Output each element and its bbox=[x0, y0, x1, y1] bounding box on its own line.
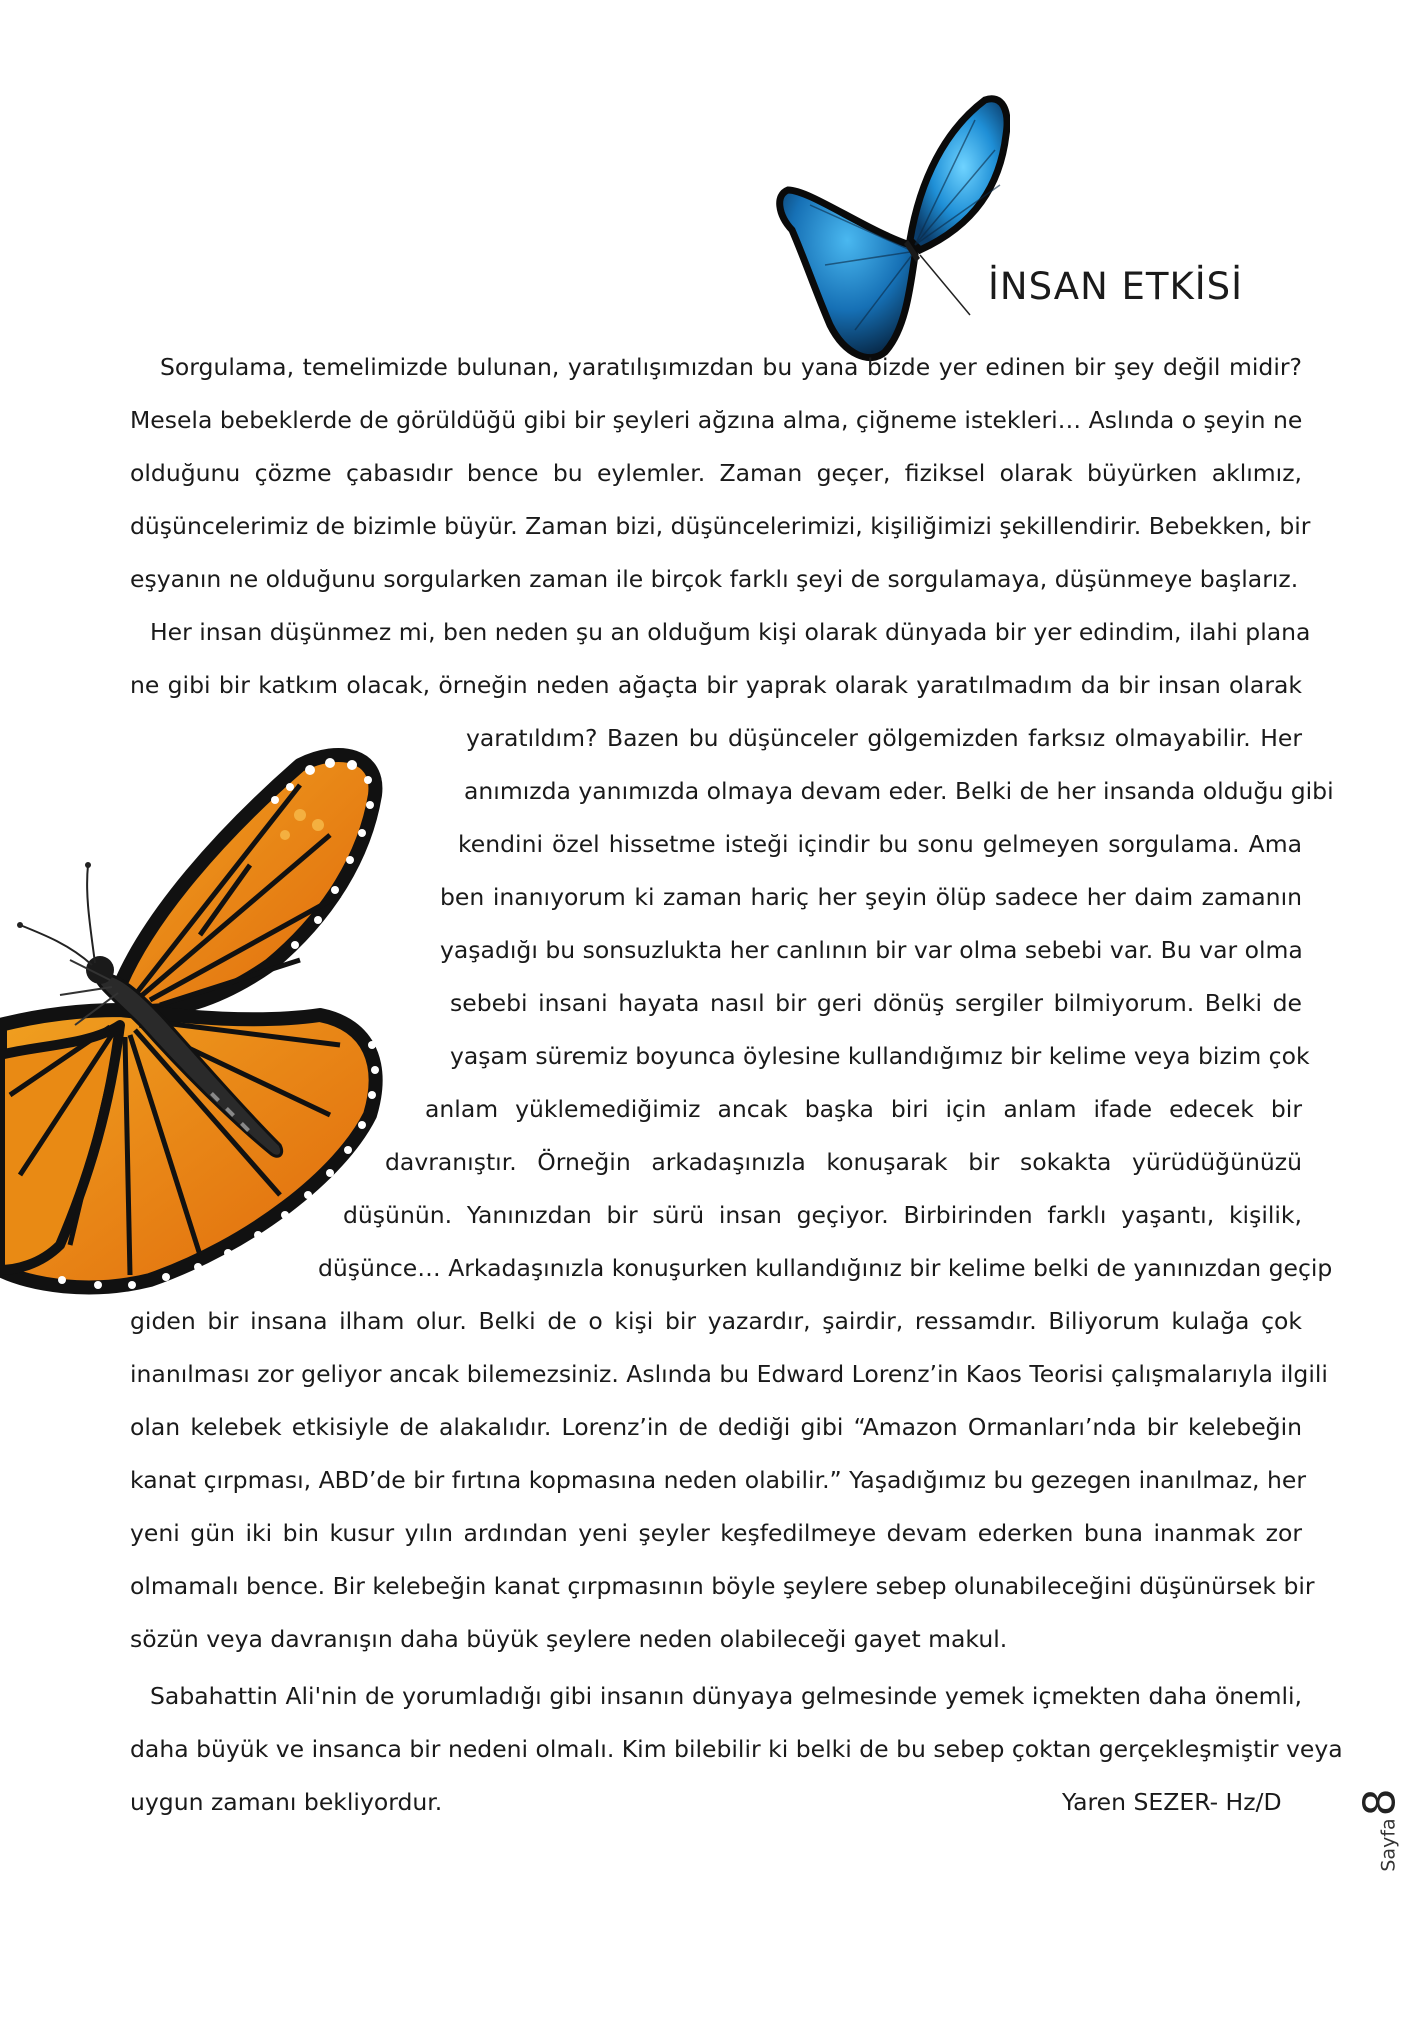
body-line: uygun zamanı bekliyordur. bbox=[130, 1788, 443, 1816]
body-line: düşünce… Arkadaşınızla konuşurken kullandığınız bir kelime belki de yanınızdan geçip bbox=[318, 1254, 1333, 1282]
body-line: inanılması zor geliyor ancak bilemezsiniz. Aslında bu Edward Lorenz’in Kaos Teorisi çalışmalarıyla ilgili bbox=[130, 1360, 1328, 1388]
author-signature: Yaren SEZER- Hz/D bbox=[1062, 1788, 1282, 1816]
body-line: kendini özel hissetme isteği içindir bu sonu gelmeyen sorgulama. Ama bbox=[458, 830, 1302, 858]
body-line: yeni gün iki bin kusur yılın ardından yeni şeyler keşfedilmeye devam ederken buna inanmak zor bbox=[130, 1519, 1302, 1547]
body-line: ben inanıyorum ki zaman hariç her şeyin ölüp sadece her daim zamanın bbox=[440, 883, 1302, 911]
body-line: Her insan düşünmez mi, ben neden şu an olduğum kişi olarak dünyada bir yer edindim, ilahi plana bbox=[150, 618, 1311, 646]
page-title: İNSAN ETKİSİ bbox=[988, 265, 1244, 308]
body-line: ne gibi bir katkım olacak, örneğin neden ağaçta bir yaprak olarak yaratılmadım da bir insan olarak bbox=[130, 671, 1302, 699]
body-line: Mesela bebeklerde de görüldüğü gibi bir şeyleri ağzına alma, çiğneme istekleri… Aslında o şeyin ne bbox=[130, 406, 1303, 434]
body-line: anlam yüklemediğimiz ancak başka biri için anlam ifade edecek bir bbox=[425, 1095, 1302, 1123]
page-label: Sayfa bbox=[1377, 1818, 1400, 1872]
body-line: yaşam süremiz boyunca öylesine kullandığımız bir kelime veya bizim çok bbox=[450, 1042, 1310, 1070]
body-line: sözün veya davranışın daha büyük şeylere neden olabileceği gayet makul. bbox=[130, 1625, 1008, 1653]
body-line: giden bir insana ilham olur. Belki de o kişi bir yazardır, şairdir, ressamdır. Biliyorum kulağa çok bbox=[130, 1307, 1302, 1335]
body-line: anımızda yanımızda olmaya devam eder. Belki de her insanda olduğu gibi bbox=[464, 777, 1334, 805]
body-line: eşyanın ne olduğunu sorgularken zaman ile birçok farklı şeyi de sorgulamaya, düşünmeye başlarız. bbox=[130, 565, 1299, 593]
page-number bbox=[1350, 1760, 1410, 1900]
body-line: yaratıldım? Bazen bu düşünceler gölgemizden farksız olmayabilir. Her bbox=[466, 724, 1302, 752]
body-line: kanat çırpması, ABD’de bir fırtına kopmasına neden olabilir.” Yaşadığımız bu gezegen inanılmaz, her bbox=[130, 1466, 1307, 1494]
body-line: olduğunu çözme çabasıdır bence bu eylemler. Zaman geçer, fiziksel olarak büyürken aklımız, bbox=[130, 459, 1302, 487]
body-line: sebebi insani hayata nasıl bir geri dönüş sergiler bilmiyorum. Belki de bbox=[450, 989, 1302, 1017]
body-line: Sabahattin Ali'nin de yorumladığı gibi insanın dünyaya gelmesinde yemek içmekten daha önemli, bbox=[150, 1682, 1302, 1710]
body-line: olan kelebek etkisiyle de alakalıdır. Lorenz’in de dediği gibi “Amazon Ormanları’nda bir kelebeğin bbox=[130, 1413, 1302, 1441]
blue-butterfly-illustration bbox=[770, 90, 1010, 365]
body-line: olmamalı bence. Bir kelebeğin kanat çırpmasının böyle şeylere sebep olunabileceğini düşünürsek bir bbox=[130, 1572, 1315, 1600]
body-line: davranıştır. Örneğin arkadaşınızla konuşarak bir sokakta yürüdüğünüzü bbox=[385, 1148, 1302, 1176]
page-number-value: 8 bbox=[1354, 1788, 1406, 1817]
body-line: düşüncelerimiz de bizimle büyür. Zaman bizi, düşüncelerimizi, kişiliğimizi şekillendirir. Bebekken, bir bbox=[130, 512, 1311, 540]
body-line: daha büyük ve insanca bir nedeni olmalı. Kim bilebilir ki belki de bu sebep çoktan gerçekleşmiştir veya bbox=[130, 1735, 1343, 1763]
body-line: yaşadığı bu sonsuzlukta her canlının bir var olma sebebi var. Bu var olma bbox=[440, 936, 1303, 964]
body-line: düşünün. Yanınızdan bir sürü insan geçiyor. Birbirinden farklı yaşantı, kişilik, bbox=[343, 1201, 1302, 1229]
body-line: Sorgulama, temelimizde bulunan, yaratılışımızdan bu yana bizde yer edinen bir şey değil midir? bbox=[160, 353, 1302, 381]
